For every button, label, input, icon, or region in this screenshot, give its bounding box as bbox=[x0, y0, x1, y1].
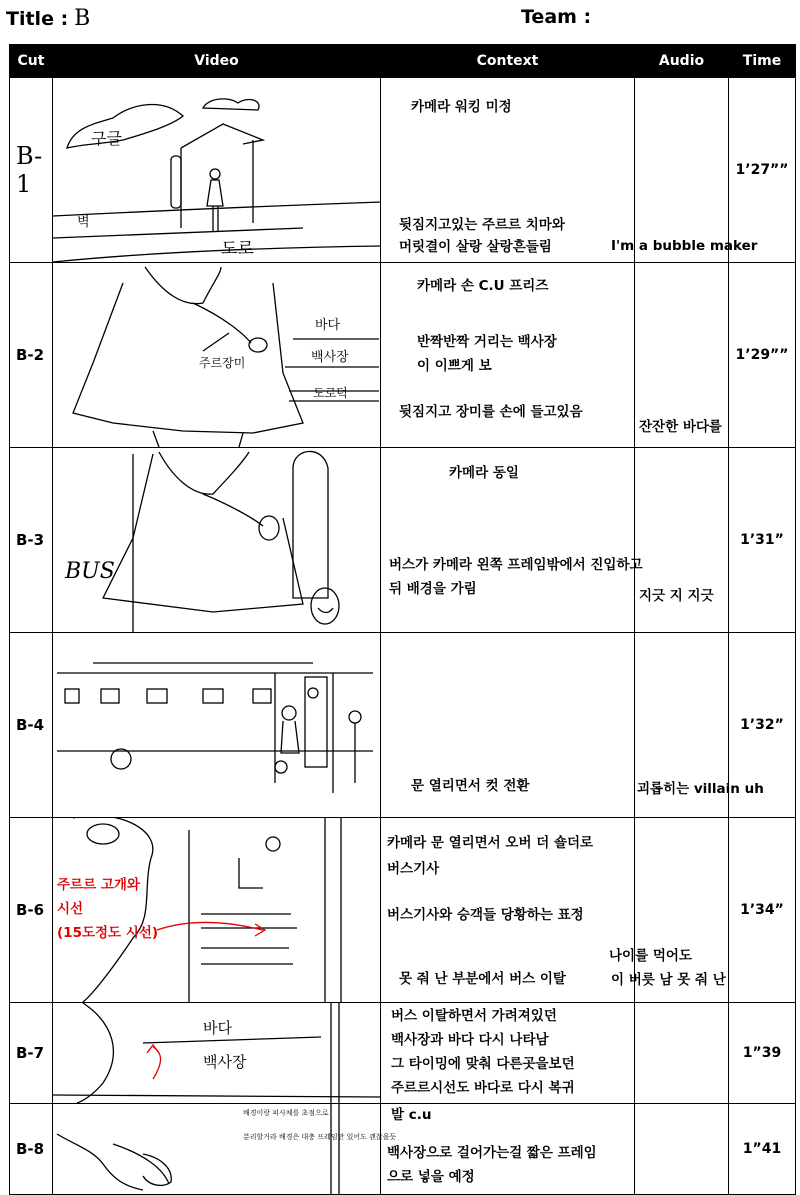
col-header-context: Context bbox=[381, 45, 635, 78]
col-header-cut: Cut bbox=[10, 45, 53, 78]
video-sketch-cell bbox=[53, 633, 381, 818]
sketch-b6 bbox=[53, 818, 381, 1002]
context-line: 카메라 손 C.U 프리즈 bbox=[417, 278, 549, 294]
red-note-line: 주르르 고개와 bbox=[57, 877, 140, 893]
cut-cell: B-8 bbox=[10, 1104, 53, 1195]
col-header-time: Time bbox=[729, 45, 796, 78]
sketch-label: BUS bbox=[65, 559, 115, 584]
context-line: 백사장과 바다 다시 나타남 bbox=[391, 1032, 549, 1048]
audio-line: I'm a bubble maker bbox=[611, 238, 758, 254]
audio-line: 나이를 먹어도 bbox=[609, 948, 692, 964]
video-sketch-cell bbox=[53, 1104, 397, 1195]
audio-line: 지긋 지 지긋 bbox=[639, 588, 714, 604]
time-cell: 1’32” bbox=[729, 633, 796, 818]
sketch-label: 바다 bbox=[203, 1019, 232, 1037]
context-line: 버스 이탈하면서 가려져있던 bbox=[391, 1008, 557, 1024]
context-line: 그 타이밍에 맞춰 다른곳을보던 bbox=[391, 1056, 575, 1072]
col-header-video: Video bbox=[53, 45, 381, 78]
audio-cell bbox=[635, 1104, 729, 1195]
sketch-label: 바다 bbox=[315, 318, 341, 333]
sketch-label: 백사장 bbox=[203, 1053, 247, 1071]
cut-cell: B-6 bbox=[10, 818, 53, 1003]
table-row bbox=[10, 263, 796, 448]
audio-cell bbox=[611, 78, 758, 263]
sketch-label: 백사장 bbox=[311, 350, 349, 365]
context-line: 카메라 문 열리면서 오버 더 숄더로 bbox=[387, 835, 594, 851]
context-cell bbox=[381, 818, 635, 1003]
col-header-audio: Audio bbox=[635, 45, 729, 78]
table-row bbox=[10, 633, 796, 818]
title-label-text: Title : bbox=[6, 8, 69, 30]
context-line: 버스기사와 승객들 당황하는 표정 bbox=[387, 907, 584, 923]
sketch-label: 주르장미 bbox=[199, 356, 246, 370]
cut-label: B-1 bbox=[16, 142, 43, 198]
context-cell bbox=[381, 1003, 635, 1104]
sketch-b8 bbox=[53, 1104, 381, 1194]
context-cell bbox=[381, 1104, 635, 1195]
context-cell bbox=[381, 263, 635, 448]
table-row bbox=[10, 78, 796, 263]
video-sketch-cell bbox=[53, 448, 381, 633]
video-sketch-cell bbox=[53, 78, 381, 263]
time-cell: 1”39 bbox=[729, 1003, 796, 1104]
sketch-b3 bbox=[53, 448, 381, 632]
sketch-b1 bbox=[53, 78, 381, 262]
video-sketch-cell bbox=[53, 1003, 381, 1104]
small-note: 분리할거라 배경은 대충 프레임만 있어도 괜찮을듯 bbox=[243, 1133, 397, 1141]
time-cell: 1’34” bbox=[729, 818, 796, 1003]
context-line: 문 열리면서 컷 전환 bbox=[411, 778, 530, 794]
sketch-label: 벽 bbox=[77, 215, 90, 230]
context-line: 주르르시선도 바다로 다시 복귀 bbox=[391, 1080, 575, 1096]
title-label bbox=[6, 6, 90, 31]
time-cell: 1’29”” bbox=[729, 263, 796, 448]
context-line: 발 c.u bbox=[391, 1107, 432, 1123]
cut-cell: B-2 bbox=[10, 263, 53, 448]
context-line: 버스기사 bbox=[387, 861, 440, 877]
context-line: 뒤 배경을 가림 bbox=[389, 581, 477, 597]
cut-cell: B-3 bbox=[10, 448, 53, 633]
context-line: 버스가 카메라 왼쪽 프레임밖에서 진입하고 bbox=[389, 557, 643, 573]
audio-line: 잔잔한 바다를 bbox=[639, 419, 722, 435]
context-cell bbox=[381, 78, 635, 263]
context-cell bbox=[381, 633, 635, 818]
sketch-label: 구글 bbox=[91, 129, 122, 148]
storyboard-table bbox=[9, 44, 796, 1195]
context-line: 이 이쁘게 보 bbox=[417, 358, 492, 374]
table-row bbox=[10, 818, 796, 1003]
small-note: 배경이랑 피사체를 초점으로 bbox=[243, 1109, 329, 1117]
cut-cell: B-4 bbox=[10, 633, 53, 818]
audio-cell bbox=[635, 263, 729, 448]
video-sketch-cell bbox=[53, 818, 381, 1003]
table-row bbox=[10, 1104, 796, 1195]
red-note-line: (15도정도 시선) bbox=[57, 925, 159, 941]
context-line: 으로 넣을 예정 bbox=[387, 1169, 475, 1185]
header-row bbox=[10, 45, 796, 78]
cut-cell bbox=[10, 78, 53, 263]
audio-cell bbox=[635, 1003, 729, 1104]
audio-line: 이 버릇 남 못 줘 난 bbox=[611, 972, 726, 988]
context-cell bbox=[381, 448, 643, 633]
context-line: 뒷짐지고 장미를 손에 들고있음 bbox=[399, 404, 583, 420]
time-cell: 1’27”” bbox=[729, 78, 796, 263]
sketch-b2 bbox=[53, 263, 381, 447]
audio-cell bbox=[609, 818, 729, 1003]
video-sketch-cell bbox=[53, 263, 381, 448]
sketch-b4 bbox=[53, 633, 381, 817]
context-line: 머릿결이 살랑 살랑흔들림 bbox=[399, 239, 552, 255]
time-cell: 1”41 bbox=[729, 1104, 796, 1195]
time-cell: 1’31” bbox=[729, 448, 796, 633]
context-line: 못 줘 난 부분에서 버스 이탈 bbox=[399, 971, 566, 987]
table-row bbox=[10, 1003, 796, 1104]
context-line: 카메라 워킹 미정 bbox=[411, 99, 512, 115]
sketch-label: 도로턱 bbox=[313, 386, 348, 400]
team-label: Team : bbox=[521, 6, 592, 28]
red-note-line: 시선 bbox=[57, 901, 84, 917]
audio-cell bbox=[635, 448, 729, 633]
sketch-b7 bbox=[53, 1003, 381, 1103]
title-value: B bbox=[74, 6, 91, 31]
cut-cell: B-7 bbox=[10, 1003, 53, 1104]
sketch-label: 도로 bbox=[221, 239, 254, 259]
table-row bbox=[10, 448, 796, 633]
audio-line: 괴롭히는 villain uh bbox=[637, 781, 764, 797]
context-line: 백사장으로 걸어가는걸 짧은 프레임 bbox=[387, 1145, 597, 1161]
context-line: 반짝반짝 거리는 백사장 bbox=[417, 334, 557, 350]
context-line: 카메라 동일 bbox=[449, 465, 519, 481]
context-line: 뒷짐지고있는 주르르 치마와 bbox=[399, 217, 565, 233]
